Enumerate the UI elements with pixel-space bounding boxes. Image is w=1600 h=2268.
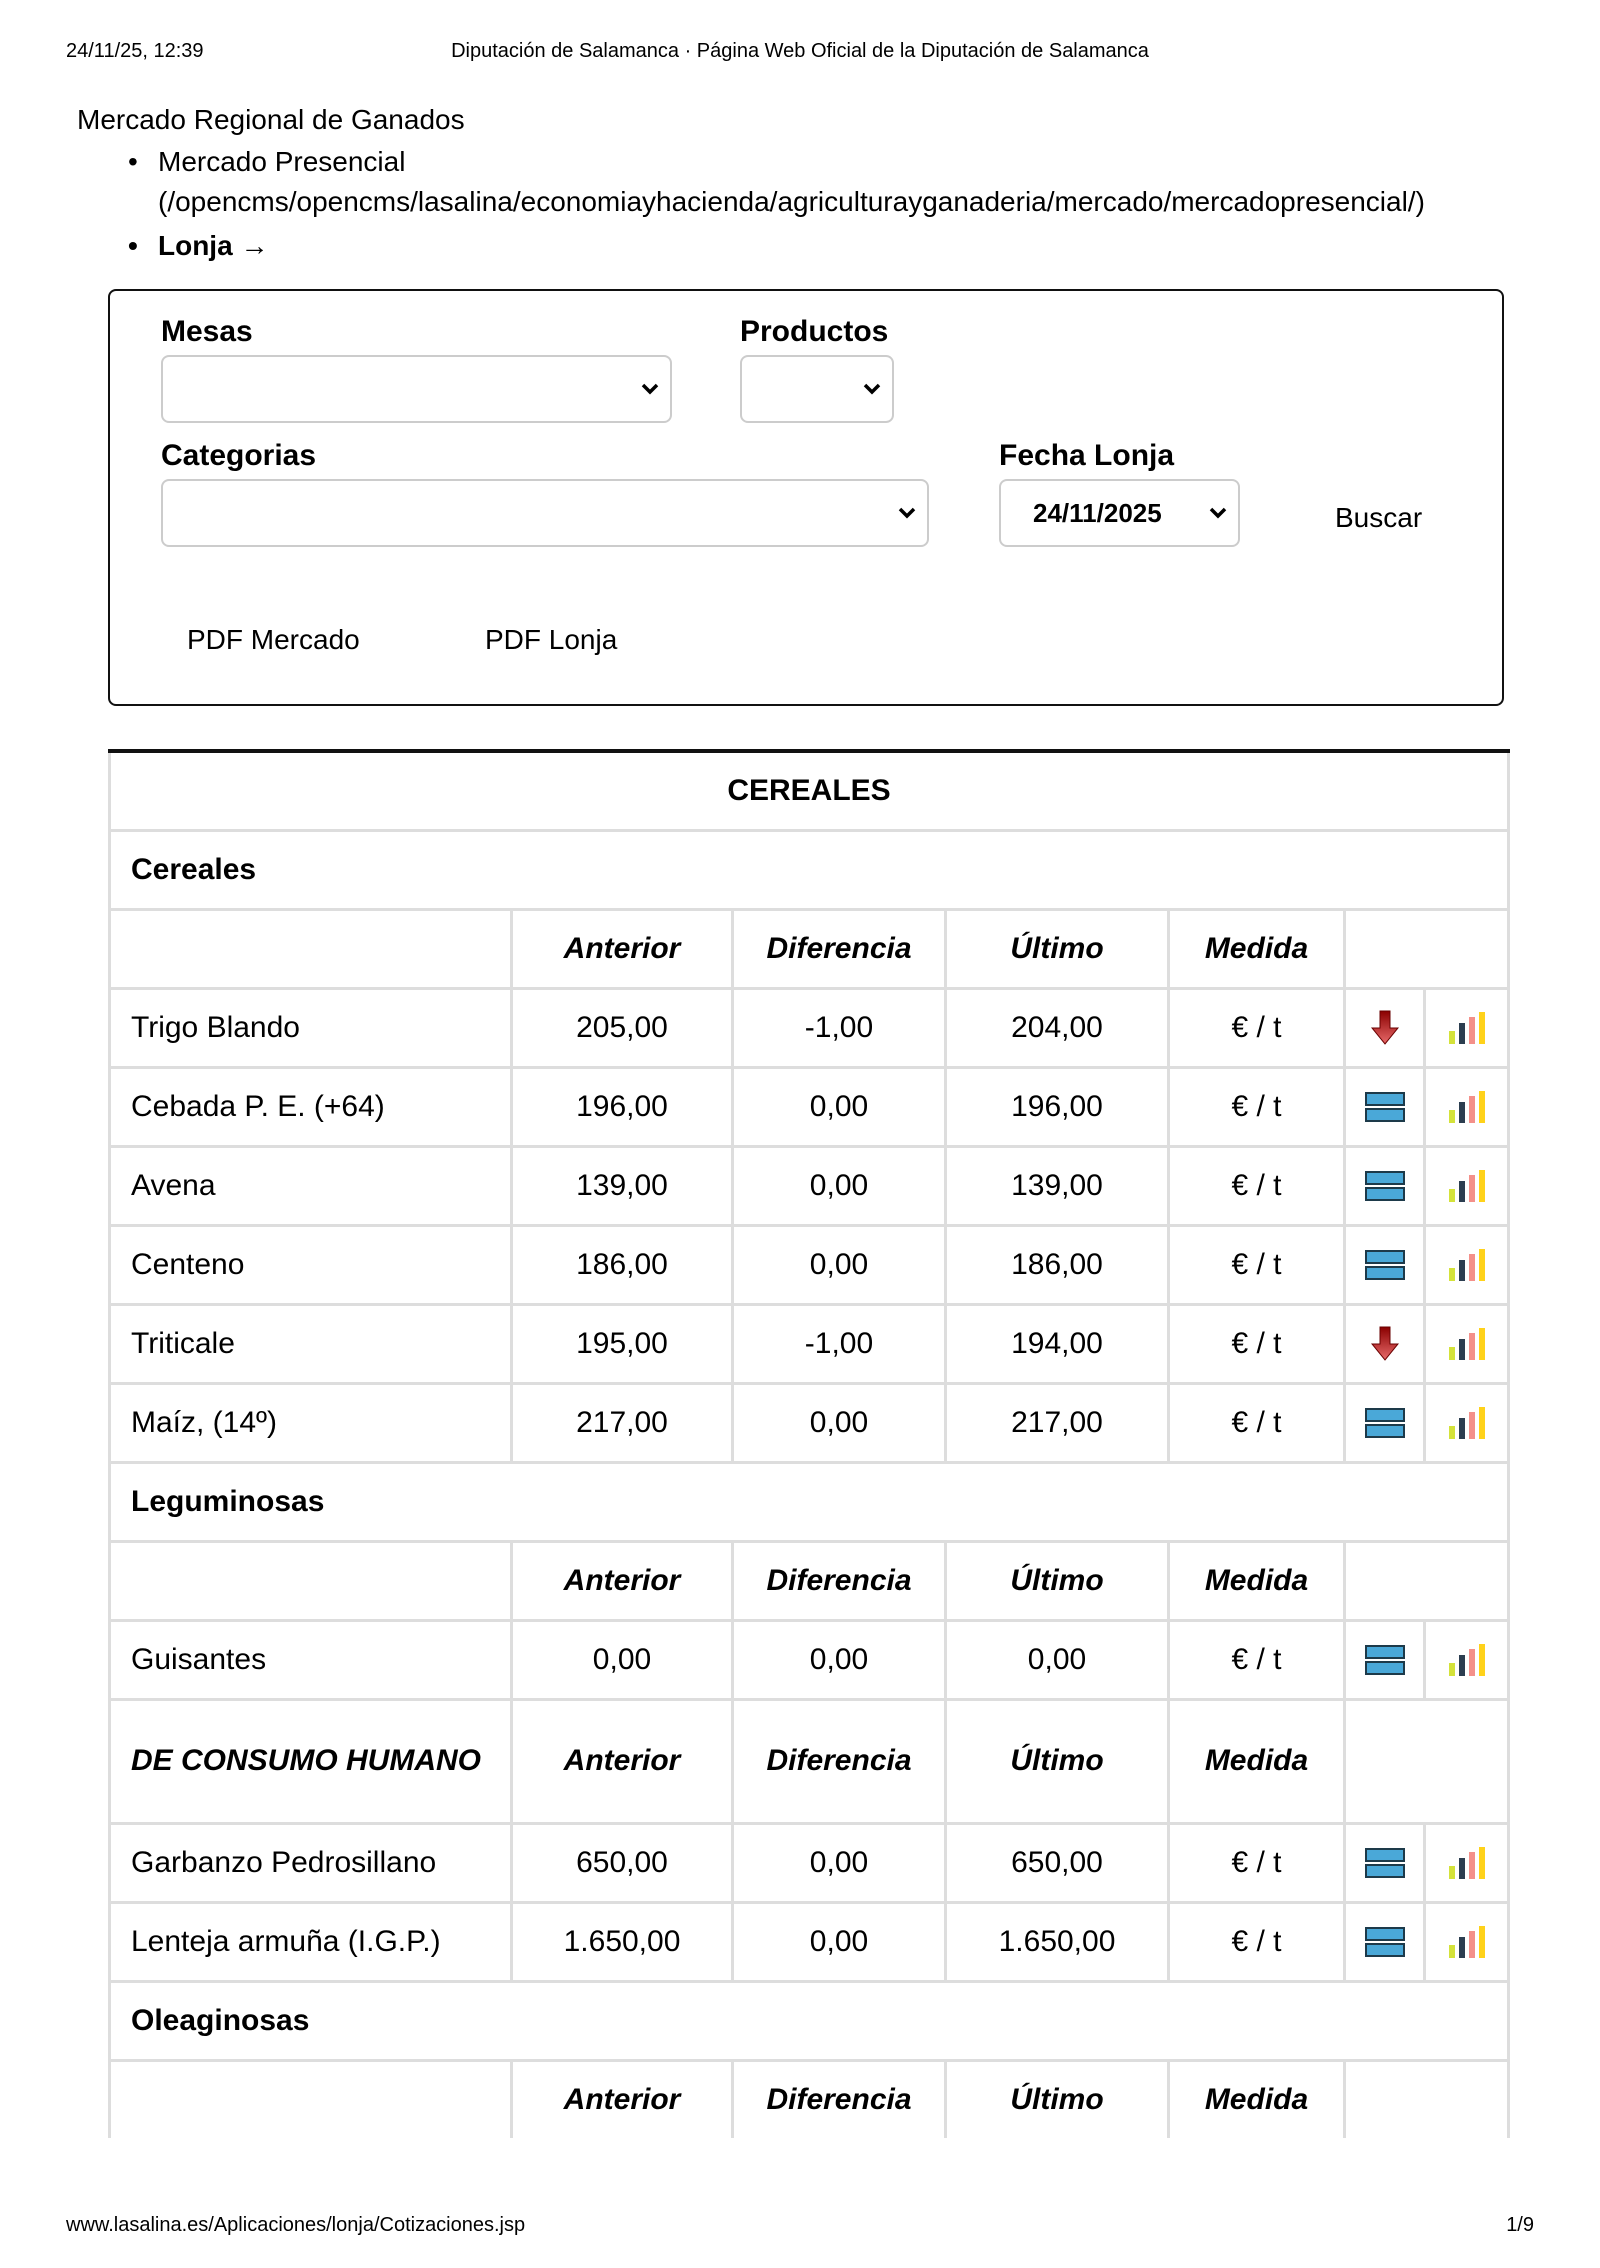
cell-ultimo: 204,00 [946,988,1169,1067]
page-number: 1/9 [1506,2214,1534,2236]
cell-diferencia: 0,00 [733,1146,946,1225]
print-url: www.lasalina.es/Aplicaciones/lonja/Cotizaciones.jsp [66,2214,526,2236]
productos-select[interactable] [740,355,894,423]
lonja-link[interactable]: Lonja → [158,230,269,261]
column-header-ultimo: Último [946,909,1169,988]
column-header-anterior: Anterior [512,1699,733,1823]
equal-icon [1346,1170,1423,1202]
mercado-presencial-url: (/opencms/opencms/lasalina/economiayhacienda/agriculturayganaderia/mercado/mercadopresencial/) [158,186,1425,217]
trend-down-cell [1345,1304,1425,1383]
column-header-row [110,2060,1509,2139]
product-name: Guisantes [110,1620,512,1699]
cell-ultimo: 139,00 [946,1146,1169,1225]
breadcrumb-item-mercado-presencial[interactable] [128,142,1425,222]
table-row [110,1620,1509,1699]
cell-diferencia: 0,00 [733,1383,946,1462]
empty-header-cell [1345,1699,1509,1823]
cell-anterior: 139,00 [512,1146,733,1225]
group-title: Leguminosas [110,1462,1509,1541]
mesas-label: Mesas [161,315,253,348]
print-header [66,40,1534,70]
fecha-lonja-label: Fecha Lonja [999,439,1175,472]
productos-label: Productos [740,315,889,348]
empty-header-cell [110,1541,512,1620]
table-row [110,1902,1509,1981]
cell-diferencia: 0,00 [733,1225,946,1304]
cell-medida: € / t [1169,1304,1345,1383]
product-name: Avena [110,1146,512,1225]
chart-cell[interactable] [1425,1146,1509,1225]
chevron-down-icon [887,502,927,525]
cell-diferencia: 0,00 [733,1620,946,1699]
trend-equal-cell [1345,1146,1425,1225]
breadcrumb-item-lonja[interactable] [128,226,1425,266]
bar-chart-icon[interactable] [1426,1090,1507,1124]
cell-medida: € / t [1169,1383,1345,1462]
equal-icon [1346,1847,1423,1879]
column-header-ultimo: Último [946,2060,1169,2139]
chart-cell[interactable] [1425,1620,1509,1699]
cell-anterior: 1.650,00 [512,1902,733,1981]
bar-chart-icon[interactable] [1426,1169,1507,1203]
trend-equal-cell [1345,1225,1425,1304]
cell-anterior: 195,00 [512,1304,733,1383]
cell-ultimo: 650,00 [946,1823,1169,1902]
column-header-medida: Medida [1169,909,1345,988]
table-row [110,1146,1509,1225]
product-name: Triticale [110,1304,512,1383]
cell-medida: € / t [1169,1067,1345,1146]
categorias-select[interactable] [161,479,929,547]
group-title: Oleaginosas [110,1981,1509,2060]
column-header-anterior: Anterior [512,1541,733,1620]
group-row [110,1462,1509,1541]
trend-equal-cell [1345,1383,1425,1462]
cell-anterior: 186,00 [512,1225,733,1304]
trend-equal-cell [1345,1823,1425,1902]
column-header-medida: Medida [1169,1699,1345,1823]
product-name: Lenteja armuña (I.G.P.) [110,1902,512,1981]
trend-down-cell [1345,988,1425,1067]
breadcrumb [128,142,1425,266]
chevron-down-icon [630,378,670,401]
cell-diferencia: -1,00 [733,988,946,1067]
empty-header-cell [1345,909,1509,988]
column-header-diferencia: Diferencia [733,2060,946,2139]
chart-cell[interactable] [1425,1823,1509,1902]
equal-icon [1346,1926,1423,1958]
empty-header-cell [110,909,512,988]
table-title: CEREALES [110,751,1509,830]
column-header-anterior: Anterior [512,2060,733,2139]
fecha-lonja-select[interactable]: 24/11/2025 [999,479,1240,547]
cell-ultimo: 196,00 [946,1067,1169,1146]
column-header-ultimo: Último [946,1541,1169,1620]
print-datetime: 24/11/25, 12:39 [66,40,204,62]
product-name: Maíz, (14º) [110,1383,512,1462]
table-row [110,1383,1509,1462]
print-page-title: Diputación de Salamanca · Página Web Oficial de la Diputación de Salamanca [451,40,1149,62]
cell-anterior: 196,00 [512,1067,733,1146]
column-header-diferencia: Diferencia [733,1541,946,1620]
table-row [110,1225,1509,1304]
cell-anterior: 205,00 [512,988,733,1067]
pdf-lonja-link[interactable]: PDF Lonja [485,624,618,655]
chart-cell[interactable] [1425,1225,1509,1304]
equal-icon [1346,1091,1423,1123]
group-title: Cereales [110,830,1509,909]
bar-chart-icon[interactable] [1426,1406,1507,1440]
table-row [110,1067,1509,1146]
cell-diferencia: 0,00 [733,1067,946,1146]
empty-header-cell [1345,1541,1509,1620]
chart-cell[interactable] [1425,1383,1509,1462]
table-row [110,988,1509,1067]
equal-icon [1346,1407,1423,1439]
trend-equal-cell [1345,1902,1425,1981]
cell-medida: € / t [1169,1620,1345,1699]
column-header-diferencia: Diferencia [733,1699,946,1823]
cell-medida: € / t [1169,1902,1345,1981]
bar-chart-icon[interactable] [1426,1643,1507,1677]
pdf-mercado-link[interactable]: PDF Mercado [187,624,360,655]
product-name: Cebada P. E. (+64) [110,1067,512,1146]
equal-icon [1346,1644,1423,1676]
quotes-table [108,749,1510,2141]
column-header-ultimo: Último [946,1699,1169,1823]
bar-chart-icon[interactable] [1426,1327,1507,1361]
cell-anterior: 217,00 [512,1383,733,1462]
column-header-diferencia: Diferencia [733,909,946,988]
column-header-anterior: Anterior [512,909,733,988]
cell-diferencia: 0,00 [733,1902,946,1981]
group-row [110,830,1509,909]
group-row [110,1981,1509,2060]
cell-ultimo: 1.650,00 [946,1902,1169,1981]
chevron-down-icon [852,378,892,401]
equal-icon [1346,1249,1423,1281]
cell-medida: € / t [1169,1823,1345,1902]
mesas-select[interactable] [161,355,672,423]
cell-medida: € / t [1169,1146,1345,1225]
chart-cell[interactable] [1425,1902,1509,1981]
cell-anterior: 0,00 [512,1620,733,1699]
column-header-row [110,909,1509,988]
empty-header-cell [110,2060,512,2139]
trend-equal-cell [1345,1620,1425,1699]
cell-medida: € / t [1169,988,1345,1067]
cell-diferencia: 0,00 [733,1823,946,1902]
buscar-button[interactable]: Buscar [1335,502,1423,533]
down-arrow-icon [1346,1326,1423,1362]
chart-cell[interactable] [1425,1304,1509,1383]
trend-equal-cell [1345,1067,1425,1146]
product-name: Centeno [110,1225,512,1304]
table-title-row [110,751,1509,830]
mercado-presencial-link[interactable]: Mercado Presencial [158,146,406,177]
section-title: Mercado Regional de Ganados [77,104,465,135]
chart-cell[interactable] [1425,988,1509,1067]
product-name: Garbanzo Pedrosillano [110,1823,512,1902]
cell-ultimo: 186,00 [946,1225,1169,1304]
column-header-medida: Medida [1169,1541,1345,1620]
table-row [110,1823,1509,1902]
cell-diferencia: -1,00 [733,1304,946,1383]
group-title: DE CONSUMO HUMANO [110,1699,512,1823]
column-header-row [110,1541,1509,1620]
cell-ultimo: 194,00 [946,1304,1169,1383]
cell-anterior: 650,00 [512,1823,733,1902]
bar-chart-icon[interactable] [1426,1925,1507,1959]
bar-chart-icon[interactable] [1426,1846,1507,1880]
bar-chart-icon[interactable] [1426,1248,1507,1282]
bar-chart-icon[interactable] [1426,1011,1507,1045]
chart-cell[interactable] [1425,1067,1509,1146]
chevron-down-icon [1198,502,1238,525]
column-header-medida: Medida [1169,2060,1345,2139]
cell-ultimo: 0,00 [946,1620,1169,1699]
product-name: Trigo Blando [110,988,512,1067]
cell-medida: € / t [1169,1225,1345,1304]
categorias-label: Categorias [161,439,317,472]
column-header-row [110,1699,1509,1823]
cell-ultimo: 217,00 [946,1383,1169,1462]
table-row [110,1304,1509,1383]
empty-header-cell [1345,2060,1509,2139]
down-arrow-icon [1346,1010,1423,1046]
